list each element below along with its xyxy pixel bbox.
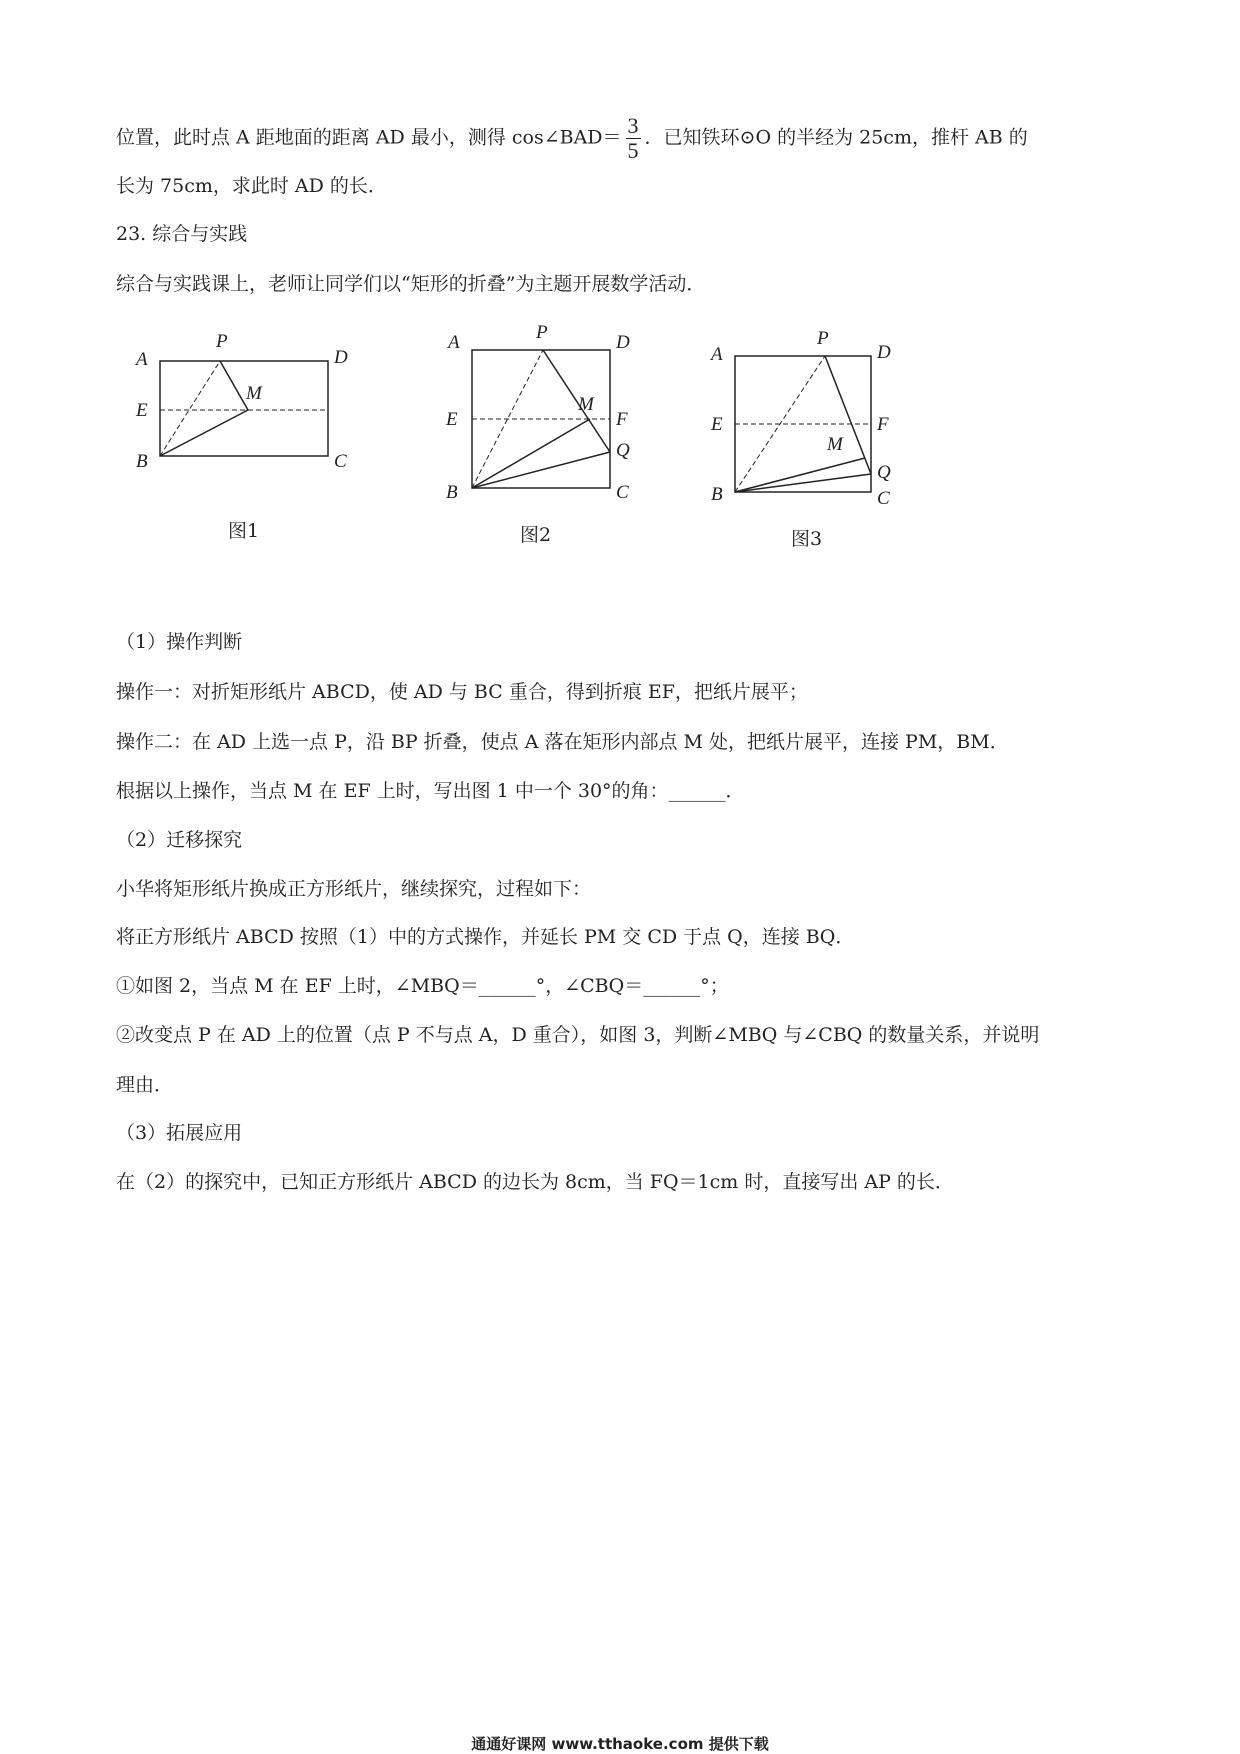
label-f: F [616,409,628,430]
label-m: M [827,434,843,455]
label-c: C [877,488,890,509]
label-e: E [446,409,458,430]
fold-line-bp [160,361,220,456]
label-q: Q [616,440,630,461]
figure-2-diagram [440,322,650,512]
text-line-1-end: ．已知铁环⊙O 的半经为 25cm，推杆 AB 的 [644,126,1028,149]
question-23-title: 23. 综合与实践 [116,223,248,245]
figure-2-caption: 图2 [520,524,552,546]
part-1-title: （1）操作判断 [116,631,243,653]
label-p: P [216,331,228,352]
operation-1: 操作一：对折矩形纸片 ABCD，使 AD 与 BC 重合，得到折痕 EF，把纸片展平； [116,681,808,703]
fraction-3-5 [626,114,641,163]
text-line-1 [116,114,1028,163]
segment-bq [735,474,871,492]
part-2-question-1: ①如图 2，当点 M 在 EF 上时，∠MBQ＝______°，∠CBQ＝______°； [116,975,729,997]
label-a: A [136,349,148,370]
label-m: M [578,394,594,415]
label-e: E [711,414,723,435]
part-3-question: 在（2）的探究中，已知正方形纸片 ABCD 的边长为 8cm，当 FQ＝1cm 时，直接写出 AP 的长． [116,1171,954,1193]
rectangle-abcd [160,361,328,456]
figure-1 [120,325,370,494]
label-f: F [877,414,889,435]
label-q: Q [877,462,891,483]
part-2-question-2-line-1: ②改变点 P 在 AD 上的位置（点 P 不与点 A，D 重合），如图 3，判断∠MBQ 与∠CBQ 的数量关系，并说明 [116,1024,1040,1046]
label-p: P [817,328,829,349]
part-2-intro: 小华将矩形纸片换成正方形纸片，继续探究，过程如下： [116,878,592,900]
label-c: C [616,482,629,503]
figure-3 [707,322,917,516]
label-p: P [536,322,548,343]
label-a: A [448,332,460,353]
operation-2: 操作二：在 AD 上选一点 P，沿 BP 折叠，使点 A 落在矩形内部点 M 处，把纸片展平，连接 PM，BM． [116,731,1009,753]
text-line-2: 长为 75cm，求此时 AD 的长． [116,175,387,197]
question-23-intro: 综合与实践课上，老师让同学们以“矩形的折叠”为主题开展数学活动． [116,273,706,295]
figure-3-diagram [707,322,917,512]
segment-bm [160,410,248,456]
part-3-title: （3）拓展应用 [116,1122,243,1144]
label-d: D [616,332,630,353]
label-e: E [136,400,148,421]
segment-pq [825,356,871,474]
label-b: B [711,484,723,505]
part-1-question: 根据以上操作，当点 M 在 EF 上时，写出图 1 中一个 30°的角：______． [116,780,745,802]
figure-1-caption: 图1 [228,520,260,542]
part-2-title: （2）迁移探究 [116,829,243,851]
label-c: C [334,451,347,472]
fraction-denominator: 5 [627,138,639,163]
text-line-1-start: 位置，此时点 A 距地面的距离 AD 最小，测得 cos∠BAD＝ [116,126,622,149]
label-d: D [877,342,891,363]
label-d: D [334,347,348,368]
figure-3-caption: 图3 [791,528,823,550]
segment-bm [472,419,590,488]
segment-bq [472,452,610,488]
label-a: A [711,344,723,365]
label-m: M [246,383,262,404]
segment-pq [543,350,610,452]
part-2-operation: 将正方形纸片 ABCD 按照（1）中的方式操作，并延长 PM 交 CD 于点 Q，连接 BQ． [116,926,855,948]
figure-2 [440,322,650,516]
figure-1-diagram [120,325,370,490]
label-b: B [446,482,458,503]
part-2-question-2-line-2: 理由． [116,1074,174,1096]
label-b: B [136,451,148,472]
segment-pm [220,361,248,410]
fraction-numerator: 3 [627,113,639,138]
page-footer: 通通好课网 www.tthaoke.com 提供下载 [471,1735,769,1753]
